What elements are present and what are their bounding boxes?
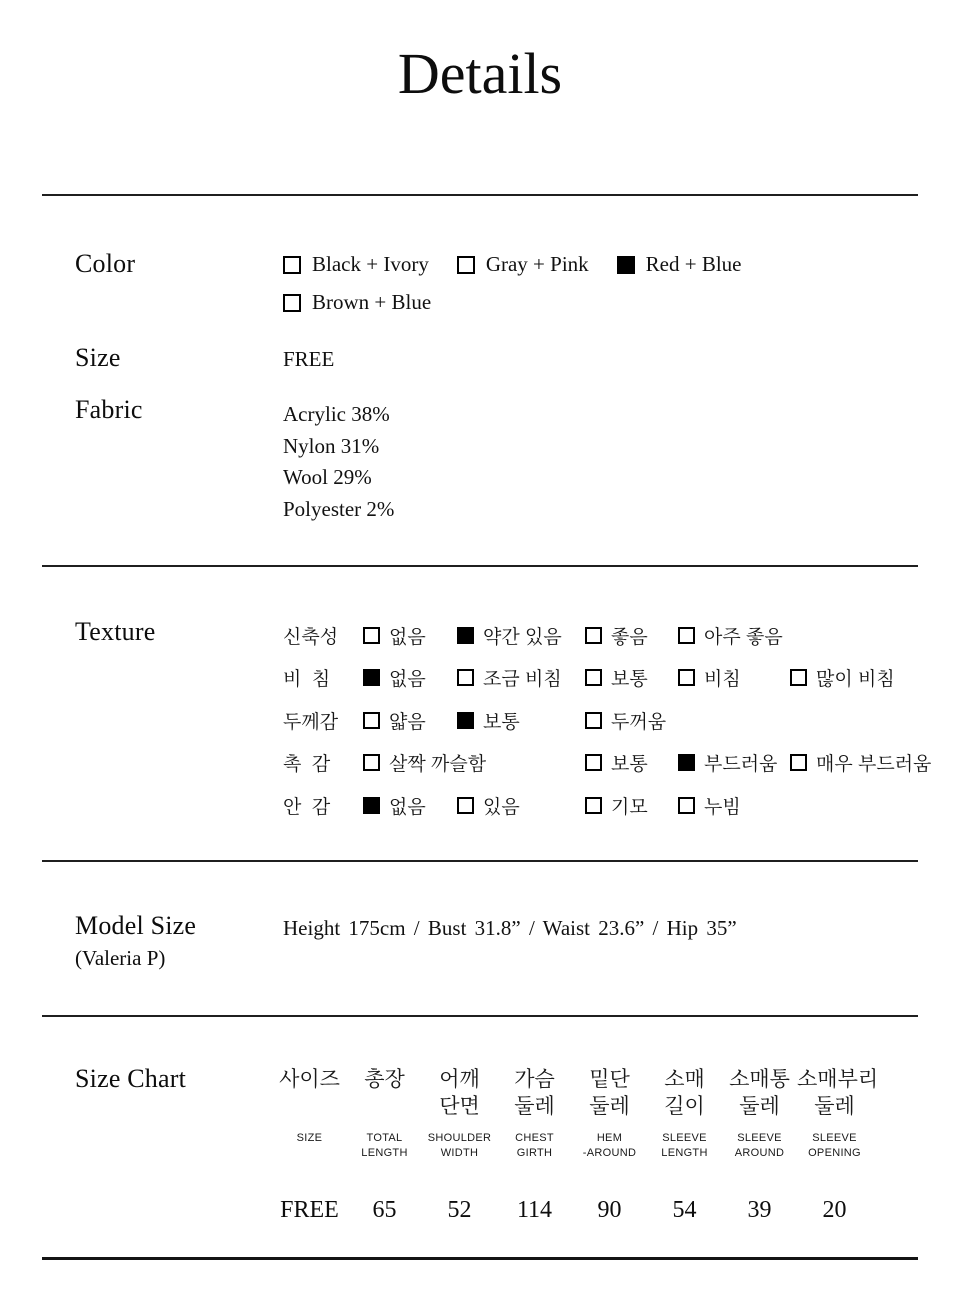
size-chart-column	[272, 1066, 347, 1224]
header-line: LENGTH	[361, 1147, 408, 1159]
checkbox-unchecked-icon[interactable]	[457, 669, 474, 686]
texture-option-label: 많이 비침	[816, 669, 895, 691]
header-line: 길이	[664, 1095, 705, 1118]
size-chart-value: 54	[672, 1197, 697, 1223]
checkbox-unchecked-icon[interactable]	[363, 712, 380, 729]
header-line: SLEEVE	[662, 1132, 707, 1144]
model-measurements: Height 175cm / Bust 31.8” / Waist 23.6” / Hip 35”	[283, 916, 737, 940]
texture-option-label: 보통	[611, 669, 648, 691]
texture-row	[0, 664, 960, 690]
color-option-row	[283, 252, 843, 277]
size-chart-column	[422, 1066, 497, 1224]
bottom-divider	[42, 1257, 918, 1260]
size-chart-korean-header	[272, 1066, 347, 1131]
checkbox-unchecked-icon[interactable]	[790, 754, 807, 771]
checkbox-unchecked-icon[interactable]	[678, 669, 695, 686]
checkbox-checked-icon[interactable]	[678, 754, 695, 771]
header-line: AROUND	[734, 1147, 785, 1159]
size-chart-english-header	[497, 1131, 572, 1197]
fabric-item: Acrylic 38%	[283, 402, 390, 426]
divider	[42, 860, 918, 862]
header-line: GIRTH	[516, 1147, 553, 1159]
checkbox-unchecked-icon[interactable]	[363, 627, 380, 644]
texture-option[interactable]	[363, 749, 486, 776]
checkbox-unchecked-icon[interactable]	[457, 797, 474, 814]
checkbox-checked-icon[interactable]	[457, 712, 474, 729]
texture-option[interactable]	[790, 749, 931, 776]
texture-option[interactable]	[585, 664, 648, 691]
header-line: CHEST	[515, 1132, 554, 1144]
checkbox-checked-icon[interactable]	[363, 669, 380, 686]
texture-option-label: 비침	[704, 669, 741, 691]
texture-option[interactable]	[363, 622, 426, 649]
texture-option-label: 얇음	[389, 711, 426, 733]
header-line: 단면	[439, 1095, 480, 1118]
texture-option[interactable]	[457, 622, 562, 649]
header-line: 둘레	[739, 1095, 780, 1118]
texture-option-label: 부드러움	[704, 754, 778, 776]
size-chart-korean-header	[347, 1066, 422, 1131]
texture-option-label: 보통	[483, 711, 520, 733]
texture-option[interactable]	[790, 664, 895, 691]
color-option[interactable]	[457, 252, 589, 277]
fabric-item: Nylon 31%	[283, 433, 380, 458]
fabric-item: Wool 29%	[283, 465, 372, 489]
color-option-row	[283, 290, 843, 315]
size-chart-english-header	[422, 1131, 497, 1197]
size-chart-korean-header	[422, 1066, 497, 1131]
texture-option[interactable]	[585, 792, 648, 819]
size-chart-value: FREE	[280, 1197, 339, 1223]
header-line: WIDTH	[440, 1147, 479, 1159]
color-section-label: Color	[75, 249, 136, 278]
size-chart-english-header	[272, 1131, 347, 1197]
header-line: SLEEVE	[737, 1132, 782, 1144]
divider	[42, 565, 918, 567]
header-line: 어깨	[439, 1068, 480, 1091]
texture-option-label: 있음	[483, 796, 520, 818]
texture-option[interactable]	[678, 749, 777, 776]
size-chart-english-header	[647, 1131, 722, 1197]
page-title: Details	[397, 41, 563, 106]
header-line: SHOULDER	[427, 1132, 492, 1144]
header-line: -AROUND	[582, 1147, 637, 1159]
header-line: TOTAL	[366, 1132, 403, 1144]
size-section-label: Size	[75, 343, 121, 372]
size-chart-english-header	[797, 1131, 872, 1197]
size-chart-value: 20	[822, 1197, 847, 1223]
texture-option-label: 보통	[611, 754, 648, 776]
size-chart-column	[647, 1066, 722, 1224]
texture-option[interactable]	[457, 664, 562, 691]
header-line: 둘레	[514, 1095, 555, 1118]
color-option[interactable]	[283, 290, 431, 315]
model-size-section-label: Model Size	[75, 911, 197, 940]
texture-row-label: 촉 감	[283, 754, 331, 776]
texture-option[interactable]	[363, 792, 426, 819]
size-chart-value: 90	[597, 1197, 622, 1223]
checkbox-checked-icon[interactable]	[617, 256, 635, 274]
texture-option-label: 기모	[611, 796, 648, 818]
color-option-label: Gray + Pink	[485, 252, 589, 276]
checkbox-checked-icon[interactable]	[363, 797, 380, 814]
texture-row	[0, 707, 960, 733]
header-line: 소매부리	[797, 1068, 879, 1091]
header-line: 둘레	[814, 1095, 855, 1118]
texture-row-label: 안 감	[283, 796, 331, 818]
size-chart-korean-header	[647, 1066, 722, 1131]
checkbox-unchecked-icon[interactable]	[457, 256, 475, 274]
header-line: 밑단	[589, 1068, 630, 1091]
header-line: SLEEVE	[812, 1132, 857, 1144]
size-chart-korean-header	[722, 1066, 797, 1131]
color-option[interactable]	[617, 252, 742, 277]
texture-option-label: 두꺼움	[611, 711, 667, 733]
texture-option-label: 매우 부드러움	[816, 754, 932, 776]
color-option[interactable]	[283, 252, 429, 277]
size-chart-korean-header	[497, 1066, 572, 1131]
header-line: OPENING	[808, 1147, 861, 1159]
texture-option[interactable]	[678, 622, 783, 649]
header-line: LENGTH	[661, 1147, 708, 1159]
texture-option-label: 좋음	[611, 627, 648, 648]
header-line: 둘레	[589, 1095, 630, 1118]
size-chart-value: 65	[372, 1197, 397, 1223]
texture-option[interactable]	[678, 664, 741, 691]
texture-option[interactable]	[585, 749, 648, 776]
divider	[42, 1015, 918, 1017]
checkbox-unchecked-icon[interactable]	[283, 256, 301, 274]
size-chart-value: 114	[516, 1197, 553, 1223]
checkbox-unchecked-icon[interactable]	[678, 627, 695, 644]
texture-option-label: 아주 좋음	[704, 627, 783, 648]
fabric-list	[283, 399, 394, 525]
checkbox-unchecked-icon[interactable]	[585, 754, 602, 771]
texture-option-label: 없음	[389, 627, 426, 648]
texture-option-label: 조금 비침	[483, 669, 562, 691]
header-line: 가슴	[514, 1068, 555, 1091]
header-line: 사이즈	[279, 1068, 340, 1091]
fabric-section-label: Fabric	[75, 395, 143, 424]
texture-row	[0, 749, 960, 775]
color-options	[283, 252, 843, 328]
texture-option-label: 없음	[389, 669, 426, 691]
size-chart-korean-header	[797, 1066, 879, 1131]
size-chart-value: 52	[447, 1197, 472, 1223]
divider	[42, 194, 918, 196]
checkbox-unchecked-icon[interactable]	[585, 627, 602, 644]
checkbox-unchecked-icon[interactable]	[363, 754, 380, 771]
header-line: SIZE	[296, 1132, 323, 1144]
checkbox-unchecked-icon[interactable]	[678, 797, 695, 814]
model-name-label: (Valeria P)	[75, 946, 166, 970]
header-line: 총장	[364, 1068, 405, 1091]
texture-option[interactable]	[457, 792, 520, 819]
checkbox-unchecked-icon[interactable]	[790, 669, 807, 686]
texture-option[interactable]	[678, 792, 741, 819]
texture-row-label: 비 침	[283, 669, 331, 691]
texture-row	[0, 792, 960, 818]
size-chart-column	[497, 1066, 572, 1224]
size-chart-korean-header	[572, 1066, 647, 1131]
texture-row-label: 신축성	[283, 627, 339, 648]
size-chart-column	[347, 1066, 422, 1224]
size-value: FREE	[283, 347, 335, 371]
checkbox-unchecked-icon[interactable]	[585, 669, 602, 686]
texture-option[interactable]	[363, 664, 426, 691]
texture-option-label: 누빔	[704, 796, 741, 818]
size-chart-english-header	[722, 1131, 797, 1197]
checkbox-unchecked-icon[interactable]	[585, 712, 602, 729]
texture-option-label: 없음	[389, 796, 426, 818]
checkbox-unchecked-icon[interactable]	[283, 294, 301, 312]
color-option-label: Black + Ivory	[312, 252, 429, 276]
size-chart-value: 39	[747, 1197, 772, 1223]
color-option-label: Brown + Blue	[312, 290, 432, 314]
size-chart-table	[272, 1066, 879, 1224]
header-line: 소매통	[729, 1068, 790, 1091]
texture-section-label: Texture	[75, 617, 156, 646]
size-chart-section-label: Size Chart	[75, 1064, 187, 1093]
texture-option[interactable]	[457, 707, 520, 734]
texture-option[interactable]	[585, 707, 666, 734]
size-chart-column	[572, 1066, 647, 1224]
checkbox-checked-icon[interactable]	[457, 627, 474, 644]
color-option-label: Red + Blue	[645, 252, 742, 276]
texture-option-label: 약간 있음	[483, 627, 562, 648]
size-chart-column	[722, 1066, 797, 1224]
header-line: 소매	[664, 1068, 705, 1091]
fabric-item: Polyester 2%	[283, 496, 395, 521]
size-chart-column	[797, 1066, 879, 1224]
header-line: HEM	[596, 1132, 623, 1144]
texture-row	[0, 622, 960, 648]
texture-option-label: 살짝 까슬함	[389, 754, 487, 776]
checkbox-unchecked-icon[interactable]	[585, 797, 602, 814]
size-chart-english-header	[347, 1131, 422, 1197]
size-chart-english-header	[572, 1131, 647, 1197]
texture-row-label: 두께감	[283, 711, 339, 733]
texture-option[interactable]	[363, 707, 426, 734]
texture-option[interactable]	[585, 622, 648, 649]
